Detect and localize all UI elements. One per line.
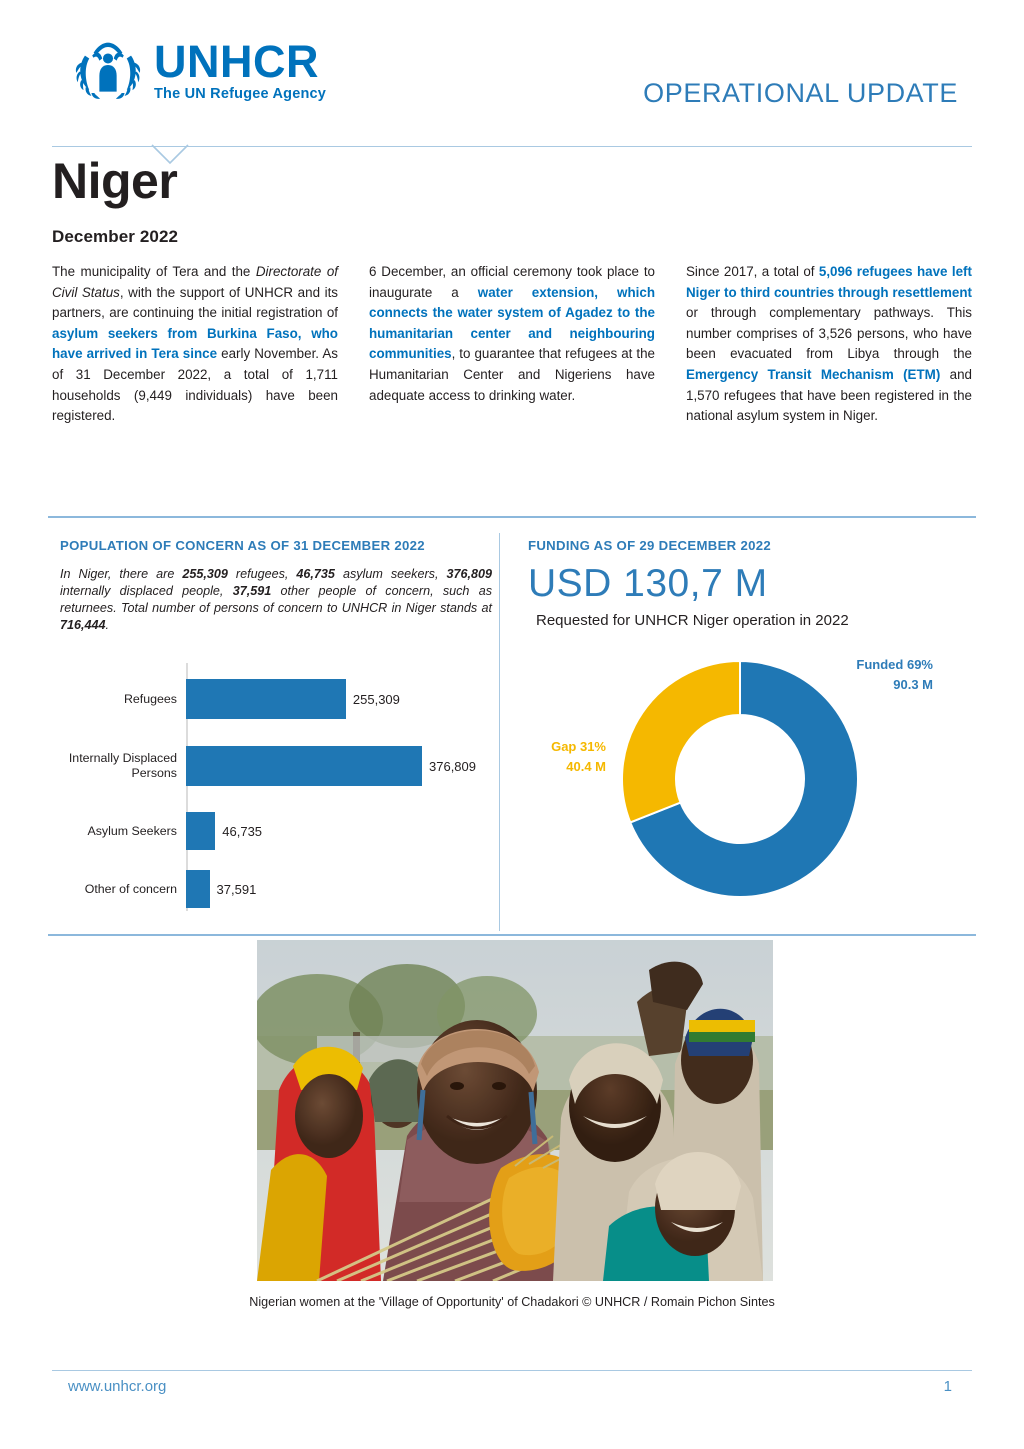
funding-panel-heading: FUNDING AS OF 29 DECEMBER 2022 — [528, 538, 772, 553]
donut-legend-gap — [528, 737, 606, 777]
unhcr-logo-text — [154, 35, 327, 102]
table-row — [60, 809, 492, 853]
donut-slice-gap — [622, 661, 740, 822]
population-panel-heading: POPULATION OF CONCERN AS OF 31 DECEMBER 2022 — [60, 538, 425, 553]
unhcr-tagline: The UN Refugee Agency — [154, 85, 327, 102]
table-row — [60, 867, 492, 911]
donut-gap-value: 40.4 M — [566, 759, 606, 774]
funding-subtitle: Requested for UNHCR Niger operation in 2022 — [536, 611, 849, 629]
bar-track — [186, 679, 492, 719]
bar-category-label: Internally Displaced Persons — [68, 751, 177, 780]
bar-value-label: 255,309 — [352, 691, 400, 707]
intro-column-1: The municipality of Tera and the Directorate of Civil Status, with the support of UNHCR and its partners, are continuing the initial registration of asylum seekers from Burkina Faso, who have arrived in Tera since early November. As of 31 December 2022, a total of 1,711 households (9,449 individuals) have been registered. — [52, 264, 338, 424]
donut-legend-funded — [793, 655, 933, 695]
bar-category-label: Asylum Seekers — [87, 823, 177, 838]
feature-photo — [257, 940, 773, 1281]
unhcr-wordmark: UNHCR — [154, 35, 319, 87]
section-divider-top — [48, 516, 976, 518]
bar-track — [186, 812, 492, 850]
header-divider — [52, 146, 972, 147]
bar-category-label: Other of concern — [84, 881, 177, 896]
page-header — [0, 0, 1024, 135]
donut-gap-percent: Gap 31% — [551, 739, 606, 754]
unhcr-logo — [72, 34, 326, 106]
population-panel-description: In Niger, there are 255,309 refugees, 46,735 asylum seekers, 376,809 internally displaced people, 37,591 other people of concern, such as returnees. Total number of persons of concern to UNHCR in Niger stands at 716,444. — [60, 567, 492, 632]
footer-website-link[interactable]: www.unhcr.org — [68, 1378, 167, 1395]
intro-columns — [52, 262, 972, 427]
table-row — [60, 735, 492, 797]
population-bar-chart — [60, 663, 492, 911]
document-type-label: OPERATIONAL UPDATE — [643, 78, 958, 108]
funding-total-amount: USD 130,7 M — [528, 562, 768, 605]
table-row — [60, 675, 492, 723]
footer-page-number: 1 — [943, 1378, 952, 1395]
donut-funded-percent: Funded 69% — [856, 657, 933, 672]
bar-value-label: 46,735 — [222, 823, 263, 839]
unhcr-emblem-icon — [72, 34, 144, 106]
donut-funded-value: 90.3 M — [893, 677, 933, 692]
bar-fill — [186, 679, 346, 719]
intro-column-2: 6 December, an official ceremony took place to inaugurate a water extension, which connects the water system of Agadez to the humanitarian center and neighbouring communities, to guarantee that refugees at the Humanitarian Center and Nigeriens have adequate access to drinking water. — [369, 264, 655, 403]
bar-category-label: Refugees — [123, 691, 177, 706]
intro-column-3: Since 2017, a total of 5,096 refugees have left Niger to third countries through resettlement or through complementary pathways. This number comprises of 3,526 persons, who have been evacuated from Libya through the Emergency Transit Mechanism (ETM) and 1,570 refugees that have been registered in the national asylum system in Niger. — [686, 264, 972, 424]
funding-donut-chart — [528, 645, 976, 913]
page-title: Niger — [52, 153, 178, 209]
population-of-concern-panel — [60, 537, 492, 634]
bar-track — [186, 746, 492, 786]
bar-fill — [186, 870, 210, 908]
report-period: December 2022 — [52, 227, 179, 246]
panel-vertical-divider — [499, 533, 500, 931]
photo-caption: Nigerian women at the 'Village of Opportunity' of Chadakori © UNHCR / Romain Pichon Sintes — [249, 1295, 775, 1309]
bar-track — [186, 870, 492, 908]
photo-image — [257, 940, 773, 1281]
funding-panel — [528, 537, 968, 629]
bar-value-label: 37,591 — [216, 881, 257, 897]
section-divider-bottom — [48, 934, 976, 936]
bar-fill — [186, 812, 215, 850]
bar-fill — [186, 746, 422, 786]
footer-divider — [52, 1370, 972, 1371]
bar-value-label: 376,809 — [429, 758, 476, 774]
